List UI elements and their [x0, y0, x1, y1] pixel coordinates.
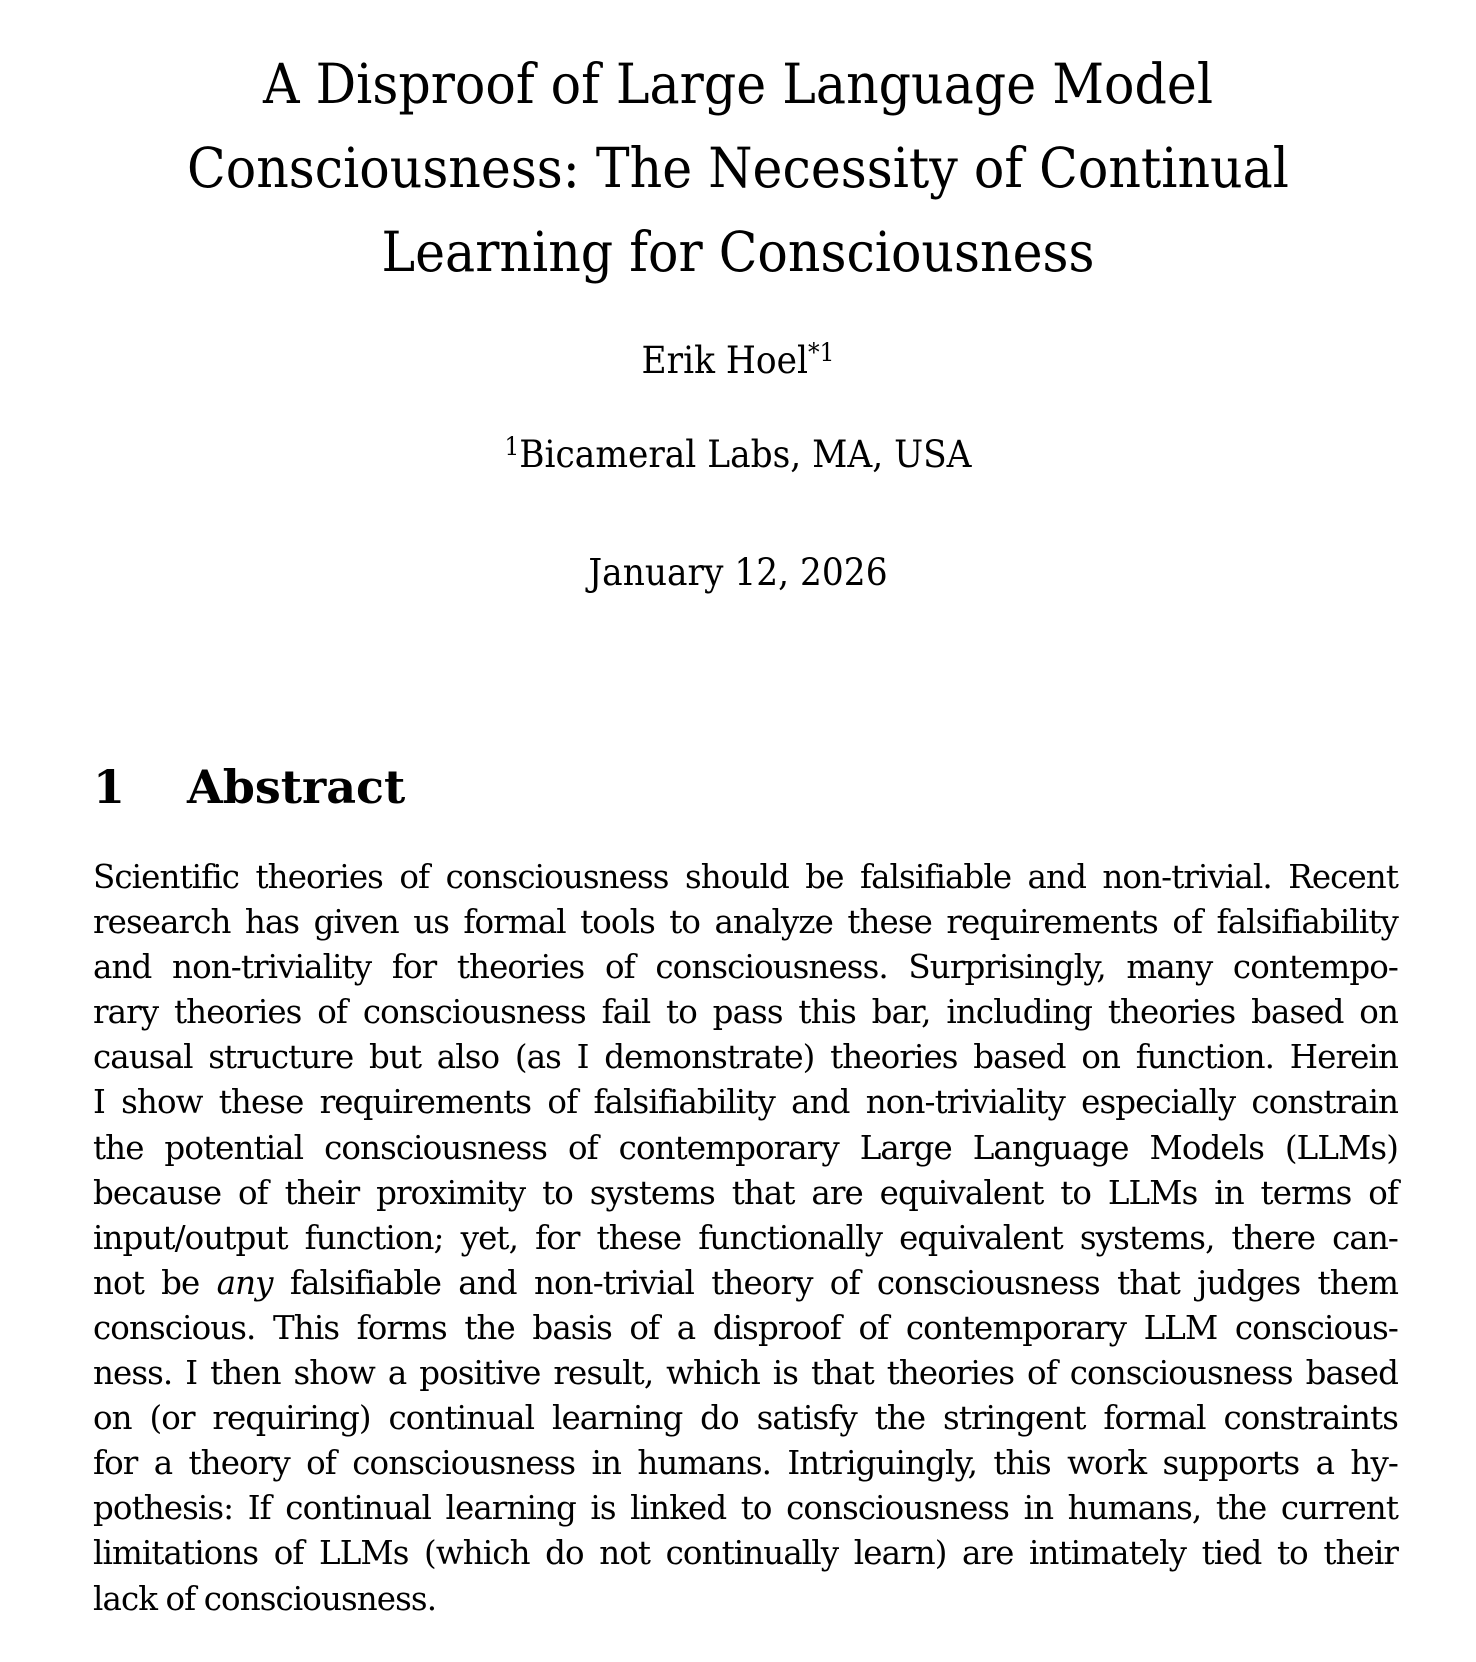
- abstract-line-with-emphasis: [93, 1261, 1398, 1306]
- abstract-line: ness. I then show a positive result, which is that theories of consciousness based: [93, 1354, 1398, 1393]
- paper-title: [0, 42, 1476, 294]
- author-footnote-marks: *1: [808, 338, 835, 367]
- abstract-line: input/output function; yet, for these functionally equivalent systems, there can-: [93, 1218, 1398, 1257]
- author-name: Erik Hoel: [641, 339, 809, 382]
- abstract-line: conscious. This forms the basis of a disproof of contemporary LLM conscious-: [93, 1308, 1398, 1347]
- abstract-line: pothesis: If continual learning is linked to consciousness in humans, the current: [93, 1489, 1398, 1528]
- section-number: 1: [93, 760, 126, 814]
- title-line: Consciousness: The Necessity of Continual: [187, 136, 1289, 200]
- abstract-line: the potential consciousness of contemporary Large Language Models (LLMs): [93, 1128, 1398, 1167]
- abstract-emphasis: any: [216, 1263, 273, 1302]
- abstract-line: rary theories of consciousness fail to pass this bar, including theories based on: [93, 993, 1398, 1032]
- abstract-line: limitations of LLMs (which do not continually learn) are intimately tied to their: [93, 1534, 1398, 1573]
- abstract-line: for a theory of consciousness in humans. Intriguingly, this work supports a hy-: [93, 1444, 1398, 1483]
- section-heading: [93, 757, 405, 817]
- title-line: Learning for Consciousness: [381, 220, 1095, 284]
- abstract-line: Scientific theories of consciousness should be falsifiable and non-trivial. Recent: [93, 858, 1398, 896]
- affiliation-line: [52, 430, 1425, 480]
- title-line: A Disproof of Large Language Model: [262, 52, 1214, 116]
- section-title: Abstract: [187, 760, 406, 814]
- abstract-line-rest: falsifiable and non-trivial theory of consciousness that judges them: [289, 1263, 1398, 1302]
- abstract-line: because of their proximity to systems that are equivalent to LLMs in terms of: [93, 1173, 1398, 1212]
- author-line: [52, 336, 1425, 386]
- paper-date: January 12, 2026: [588, 551, 888, 594]
- abstract-line: I show these requirements of falsifiability and non-triviality especially constrain: [93, 1083, 1398, 1122]
- affiliation-text: Bicameral Labs, MA, USA: [519, 433, 972, 476]
- affiliation-mark: 1: [504, 432, 520, 461]
- abstract-line-prefix: not be: [93, 1263, 217, 1302]
- abstract-line: on (or requiring) continual learning do satisfy the stringent formal constraints: [93, 1399, 1398, 1438]
- abstract-line: lack of consciousness.: [93, 1579, 437, 1618]
- abstract-line: and non-triviality for theories of consciousness. Surprisingly, many contempo-: [93, 948, 1398, 987]
- abstract-line: research has given us formal tools to analyze these requirements of falsifiability: [93, 903, 1398, 942]
- abstract-line: causal structure but also (as I demonstrate) theories based on function. Herein: [93, 1038, 1398, 1077]
- abstract-body: [93, 855, 1398, 1622]
